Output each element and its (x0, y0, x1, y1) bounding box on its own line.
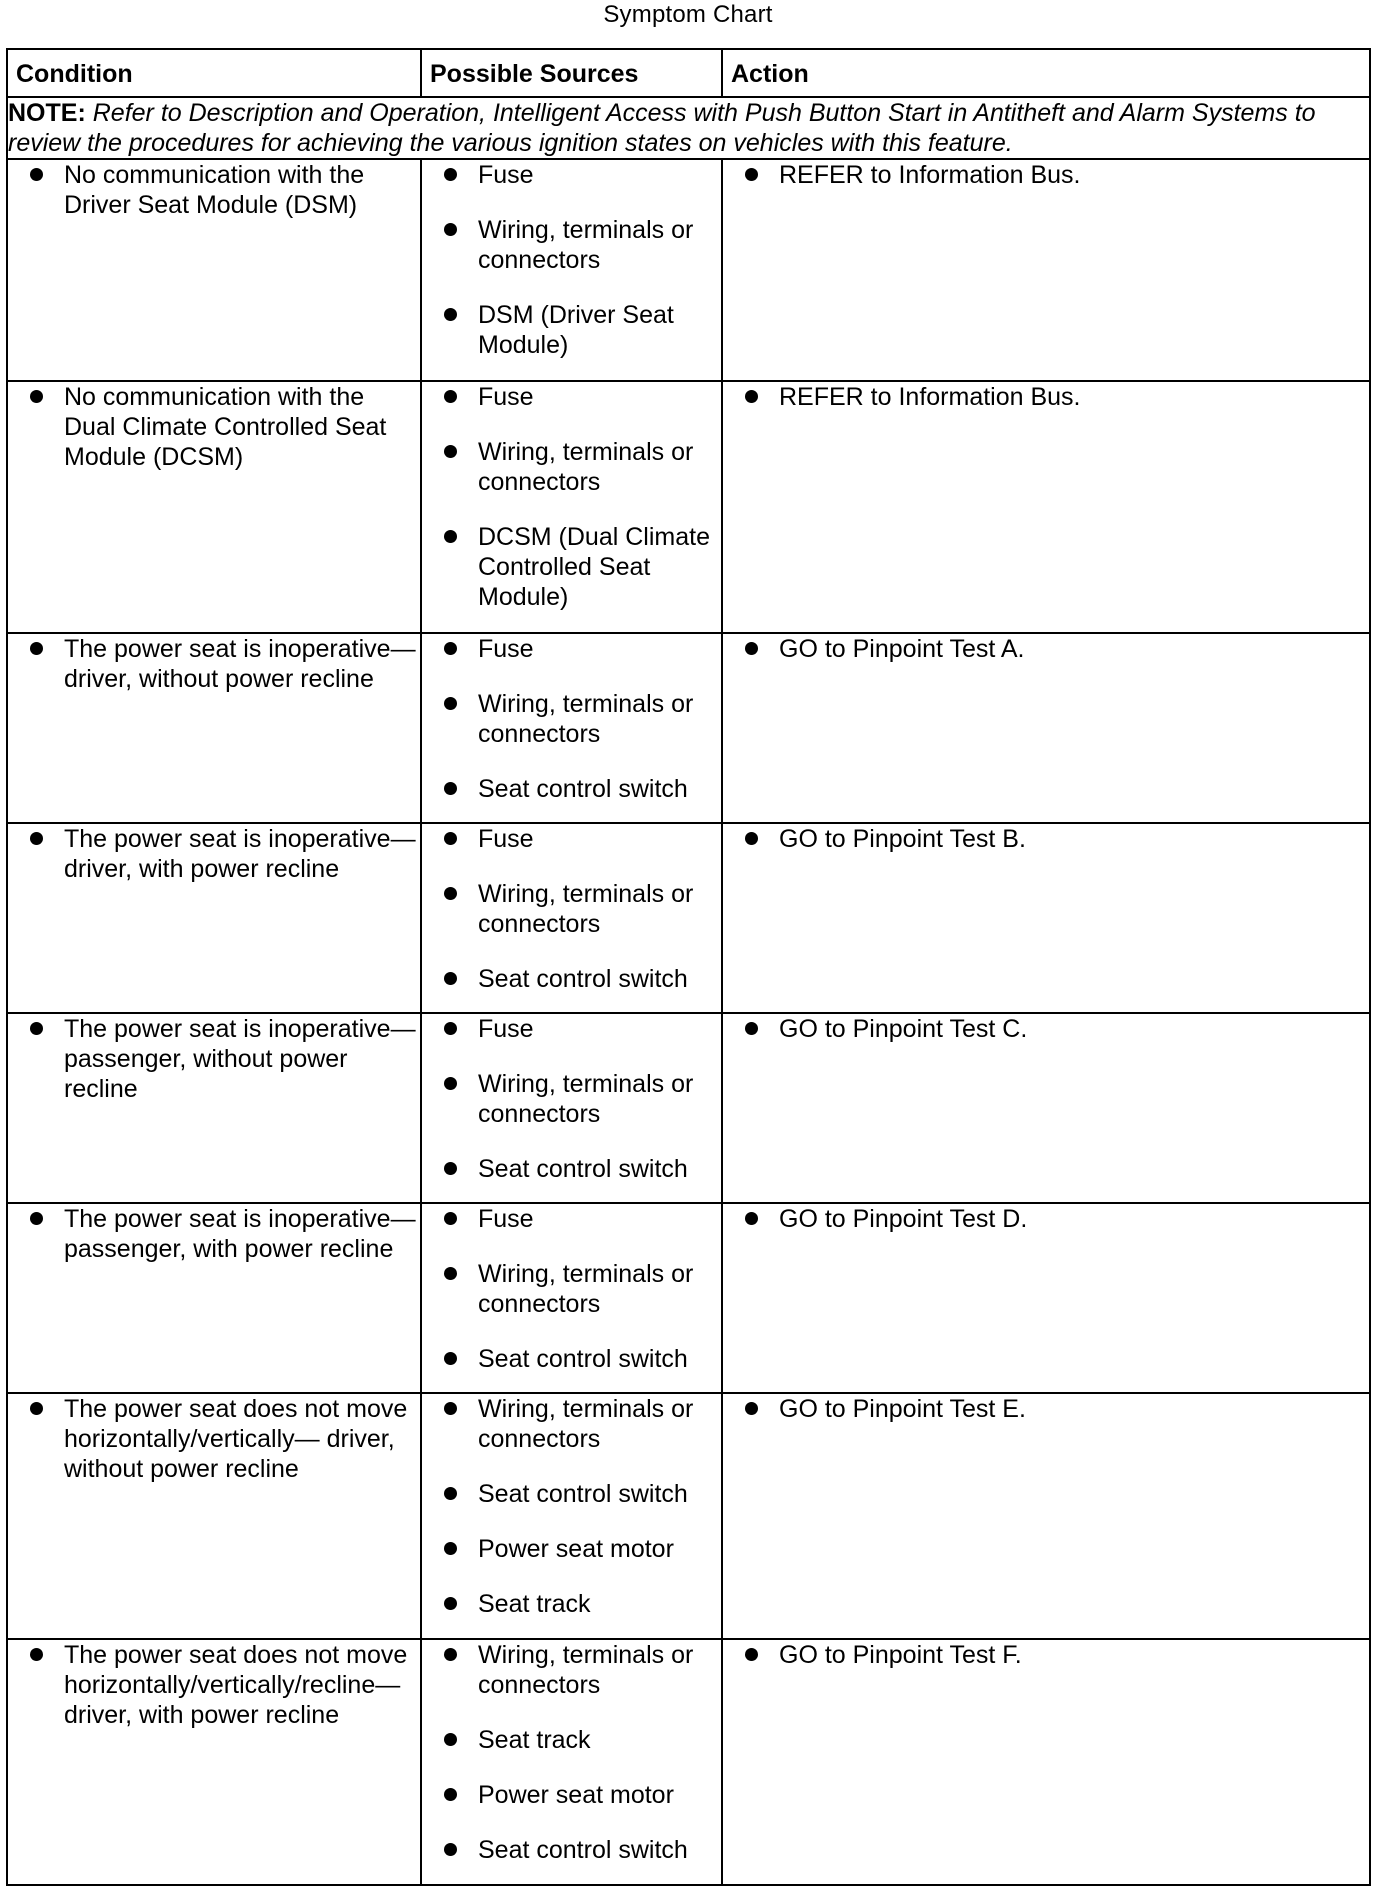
bullet-icon (444, 308, 457, 321)
table-row (7, 633, 1370, 823)
sources-cell (421, 1393, 722, 1639)
list-item (422, 1780, 721, 1810)
bullet-icon (745, 642, 758, 655)
source-text: Seat control switch (478, 775, 688, 803)
sources-cell (421, 1639, 722, 1885)
list-item (422, 215, 721, 275)
bullet-icon (444, 1352, 457, 1365)
bullet-icon (444, 1267, 457, 1280)
source-text: DSM (Driver Seat Module) (478, 301, 674, 359)
condition-text: The power seat does not move horizontally/vertically— driver, without power recline (64, 1395, 408, 1483)
table-row (7, 823, 1370, 1013)
source-text: Fuse (478, 635, 534, 663)
table-row (7, 1203, 1370, 1393)
source-text: Seat control switch (478, 1480, 688, 1508)
sources-cell (421, 633, 722, 823)
list-item (422, 634, 721, 664)
source-text: Fuse (478, 383, 534, 411)
bullet-icon (444, 1487, 457, 1500)
source-text: DCSM (Dual Climate Controlled Seat Module) (478, 523, 710, 611)
bullet-icon (444, 1843, 457, 1856)
bullet-icon (30, 642, 43, 655)
list-item (422, 1069, 721, 1129)
list-item (422, 300, 721, 360)
list-item (422, 824, 721, 854)
list-item (723, 1014, 1369, 1044)
bullet-icon (444, 223, 457, 236)
condition-text: No communication with the Driver Seat Module (DSM) (64, 161, 365, 219)
list-item (8, 634, 420, 694)
condition-cell (7, 823, 421, 1013)
list-item (723, 160, 1369, 190)
list-item (422, 1259, 721, 1319)
list-item (8, 1394, 420, 1484)
bullet-icon (444, 1542, 457, 1555)
source-text: Fuse (478, 161, 534, 189)
condition-cell (7, 1393, 421, 1639)
sources-cell (421, 381, 722, 633)
condition-cell (7, 1203, 421, 1393)
bullet-icon (30, 390, 43, 403)
table-row (7, 381, 1370, 633)
source-text: Power seat motor (478, 1535, 674, 1563)
condition-cell (7, 1013, 421, 1203)
action-text: GO to Pinpoint Test E. (779, 1395, 1026, 1423)
bullet-icon (444, 1022, 457, 1035)
source-text: Seat control switch (478, 965, 688, 993)
bullet-icon (444, 697, 457, 710)
note-cell (7, 97, 1370, 159)
action-cell (722, 1393, 1370, 1639)
condition-text: The power seat is inoperative— passenger, without power recline (64, 1015, 416, 1103)
list-item (422, 964, 721, 994)
list-item (8, 160, 420, 220)
condition-cell (7, 633, 421, 823)
list-item (8, 382, 420, 472)
action-text: GO to Pinpoint Test B. (779, 825, 1026, 853)
chart-caption: Symptom Chart (603, 1, 773, 28)
action-text: GO to Pinpoint Test C. (779, 1015, 1028, 1043)
list-item (723, 382, 1369, 412)
list-item (723, 1394, 1369, 1424)
bullet-icon (444, 1597, 457, 1610)
sources-cell (421, 823, 722, 1013)
note-row (7, 97, 1370, 159)
list-item (422, 1479, 721, 1509)
source-text: Wiring, terminals or connectors (478, 438, 694, 496)
source-text: Seat track (478, 1590, 591, 1618)
condition-text: The power seat does not move horizontally/vertically/recline— driver, with power recline (64, 1641, 408, 1729)
bullet-icon (444, 972, 457, 985)
list-item (422, 382, 721, 412)
list-item (422, 160, 721, 190)
bullet-icon (30, 1648, 43, 1661)
condition-text: The power seat is inoperative— passenger, with power recline (64, 1205, 416, 1263)
bullet-icon (444, 1733, 457, 1746)
bullet-icon (444, 168, 457, 181)
source-text: Seat track (478, 1726, 591, 1754)
bullet-icon (444, 390, 457, 403)
list-item (422, 774, 721, 804)
condition-text: The power seat is inoperative— driver, with power recline (64, 825, 416, 883)
list-item (8, 1014, 420, 1104)
header-row (7, 49, 1370, 97)
bullet-icon (444, 1077, 457, 1090)
action-text: GO to Pinpoint Test F. (779, 1641, 1022, 1669)
bullet-icon (444, 1212, 457, 1225)
list-item (422, 1014, 721, 1044)
source-text: Seat control switch (478, 1155, 688, 1183)
bullet-icon (745, 832, 758, 845)
bullet-icon (444, 1402, 457, 1415)
bullet-icon (444, 1162, 457, 1175)
bullet-icon (30, 168, 43, 181)
list-item (422, 1204, 721, 1234)
source-text: Fuse (478, 825, 534, 853)
source-text: Wiring, terminals or connectors (478, 690, 694, 748)
table-row (7, 1013, 1370, 1203)
list-item (422, 689, 721, 749)
column-header-action: Action (722, 49, 1370, 97)
table-row (7, 1393, 1370, 1639)
list-item (422, 1534, 721, 1564)
list-item (723, 634, 1369, 664)
source-text: Wiring, terminals or connectors (478, 1395, 694, 1453)
source-text: Wiring, terminals or connectors (478, 216, 694, 274)
source-text: Fuse (478, 1205, 534, 1233)
action-text: REFER to Information Bus. (779, 383, 1081, 411)
list-item (723, 1640, 1369, 1670)
bullet-icon (745, 1022, 758, 1035)
action-cell (722, 1203, 1370, 1393)
list-item (8, 1204, 420, 1264)
bullet-icon (444, 887, 457, 900)
list-item (422, 1589, 721, 1619)
list-item (422, 1394, 721, 1454)
source-text: Power seat motor (478, 1781, 674, 1809)
bullet-icon (444, 445, 457, 458)
bullet-icon (30, 1402, 43, 1415)
list-item (422, 1344, 721, 1374)
note-label: NOTE: (8, 99, 86, 127)
action-text: GO to Pinpoint Test D. (779, 1205, 1028, 1233)
list-item (422, 1835, 721, 1865)
list-item (723, 1204, 1369, 1234)
condition-cell (7, 159, 421, 381)
list-item (422, 1725, 721, 1755)
source-text: Fuse (478, 1015, 534, 1043)
action-cell (722, 633, 1370, 823)
source-text: Wiring, terminals or connectors (478, 880, 694, 938)
bullet-icon (30, 1022, 43, 1035)
sources-cell (421, 159, 722, 381)
bullet-icon (444, 530, 457, 543)
list-item (422, 1154, 721, 1184)
symptom-chart-table (6, 48, 1371, 1886)
source-text: Wiring, terminals or connectors (478, 1070, 694, 1128)
condition-cell (7, 1639, 421, 1885)
bullet-icon (30, 1212, 43, 1225)
table-row (7, 159, 1370, 381)
bullet-icon (745, 1212, 758, 1225)
bullet-icon (745, 390, 758, 403)
bullet-icon (444, 1788, 457, 1801)
action-cell (722, 823, 1370, 1013)
bullet-icon (745, 1648, 758, 1661)
bullet-icon (30, 832, 43, 845)
action-cell (722, 1013, 1370, 1203)
list-item (8, 824, 420, 884)
bullet-icon (745, 1402, 758, 1415)
bullet-icon (444, 1648, 457, 1661)
list-item (422, 437, 721, 497)
bullet-icon (745, 168, 758, 181)
column-header-condition: Condition (7, 49, 421, 97)
column-header-possible-sources: Possible Sources (421, 49, 722, 97)
condition-text: No communication with the Dual Climate Controlled Seat Module (DCSM) (64, 383, 387, 471)
list-item (422, 1640, 721, 1700)
bullet-icon (444, 782, 457, 795)
list-item (422, 522, 721, 612)
source-text: Wiring, terminals or connectors (478, 1641, 694, 1699)
list-item (422, 879, 721, 939)
condition-text: The power seat is inoperative— driver, without power recline (64, 635, 416, 693)
action-text: REFER to Information Bus. (779, 161, 1081, 189)
list-item (723, 824, 1369, 854)
bullet-icon (444, 642, 457, 655)
source-text: Wiring, terminals or connectors (478, 1260, 694, 1318)
bullet-icon (444, 832, 457, 845)
source-text: Seat control switch (478, 1345, 688, 1373)
condition-cell (7, 381, 421, 633)
sources-cell (421, 1203, 722, 1393)
action-text: GO to Pinpoint Test A. (779, 635, 1025, 663)
list-item (8, 1640, 420, 1730)
source-text: Seat control switch (478, 1836, 688, 1864)
action-cell (722, 381, 1370, 633)
note-text: Refer to Description and Operation, Intelligent Access with Push Button Start in Antitheft and Alarm Systems to review the procedures for achieving the various ignition states on vehicles with this feature. (8, 99, 1316, 157)
action-cell (722, 1639, 1370, 1885)
action-cell (722, 159, 1370, 381)
table-row (7, 1639, 1370, 1885)
sources-cell (421, 1013, 722, 1203)
